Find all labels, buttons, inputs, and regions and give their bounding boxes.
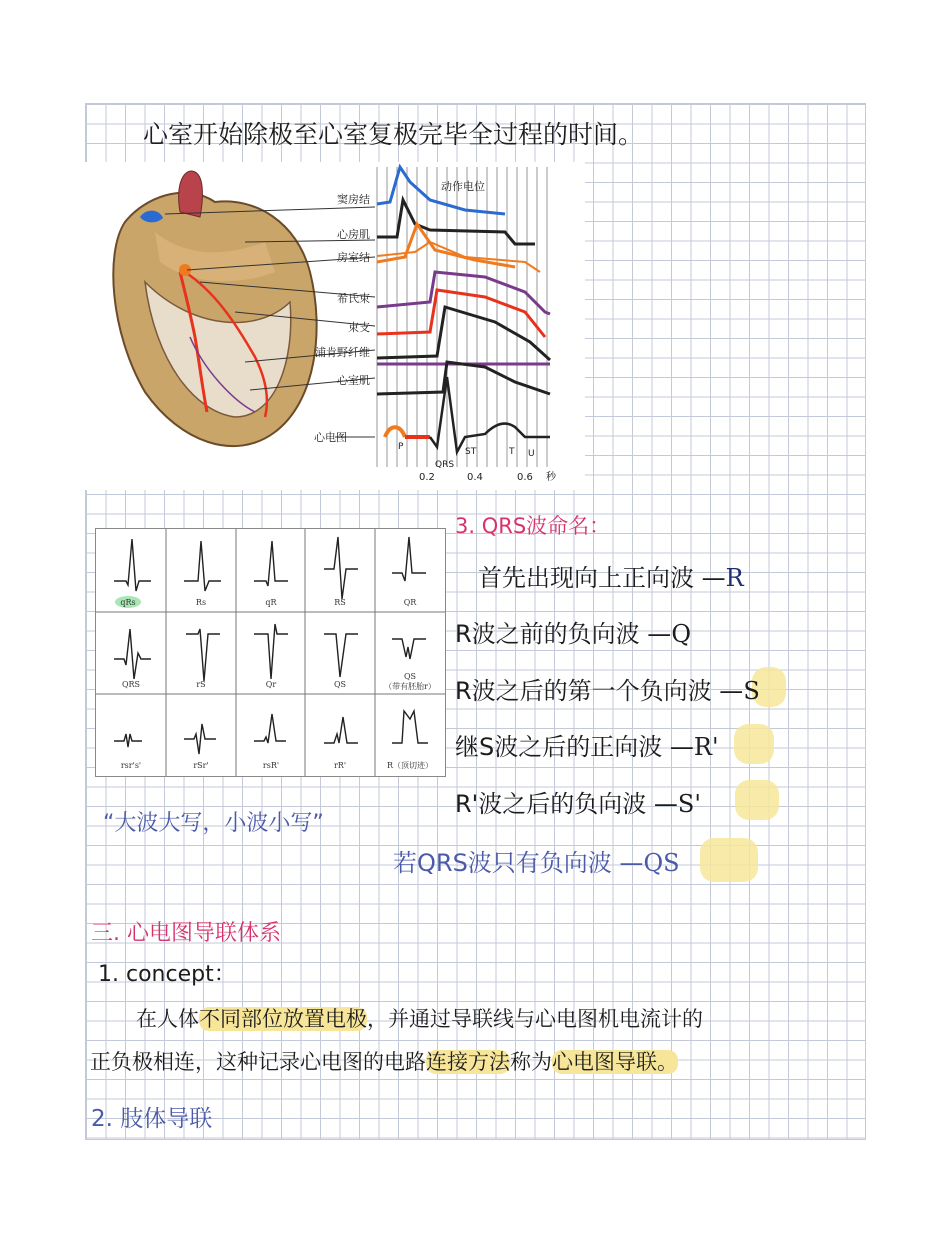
heart-action-potential-figure [85, 162, 585, 490]
wave-p: P [398, 442, 404, 452]
label-RS: RS [334, 598, 346, 607]
subsection-limb-leads: 2. 肢体导联 [91, 1106, 213, 1132]
grid-lines [96, 529, 445, 776]
note-quote: “大波大写，小波小写” [103, 811, 324, 836]
label-rsr's': rsr's' [120, 761, 142, 770]
figure-title: 动作电位 [441, 180, 485, 193]
label-QS: QS [333, 680, 347, 689]
label-bundle-branch: 束支 [348, 321, 370, 334]
label-rS: rS [196, 680, 206, 689]
para-line-1: 在人体不同部位放置电极，并通过导联线与心电图机电流计的 [136, 1007, 703, 1031]
wave-st: ST [465, 447, 477, 457]
wave-t: T [509, 447, 515, 457]
tick-0-4: 0.4 [467, 472, 483, 483]
qrs-waves [114, 537, 428, 754]
highlight-r-prime [734, 724, 774, 764]
label-his-bundle: 希氏束 [337, 292, 370, 305]
qrs-morphology-grid [95, 528, 446, 777]
highlight-s-prime [735, 780, 779, 820]
label-rsR': rsR' [262, 761, 280, 770]
naming-line-1: 首先出现向上正向波 —R [478, 564, 744, 592]
qrs-grid-svg [96, 529, 445, 776]
highlight-qs [700, 838, 758, 882]
tick-unit: 秒 [546, 472, 556, 483]
naming-line-4: 继S波之后的正向波 —R' [455, 733, 719, 761]
label-ecg: 心电图 [314, 431, 347, 444]
intro-line: 心室开始除极至心室复极完毕全过程的时间。 [143, 120, 644, 149]
tick-0-2: 0.2 [419, 472, 435, 483]
label-av-node: 房室结 [337, 251, 370, 264]
label-atrial-muscle: 心房肌 [337, 228, 370, 241]
para-line-2: 正负极相连，这种记录心电图的电路连接方法称为心电图导联。 [90, 1050, 678, 1074]
label-rSr': rSr' [193, 761, 209, 770]
label-QR: QR [403, 598, 417, 607]
label-ventricular: 心室肌 [337, 374, 370, 387]
label-QRS: QRS [121, 680, 141, 689]
concept-label: 1. concept： [98, 962, 236, 987]
label-rR': rR' [333, 761, 347, 770]
action-potential-traces [377, 167, 550, 394]
label-Qr: Qr [265, 680, 277, 689]
label-qR: qR [265, 598, 277, 607]
wave-u: U [528, 449, 535, 459]
naming-line-3: R波之后的第一个负向波 —S [455, 677, 760, 705]
label-sinoatrial: 窦房结 [337, 193, 370, 206]
tick-0-6: 0.6 [517, 472, 533, 483]
wave-qrs: QRS [435, 460, 455, 470]
label-qRs: qRs [120, 598, 136, 607]
label-Rs: Rs [195, 598, 207, 607]
trace-ventricular [377, 362, 550, 394]
heart-figure-svg [85, 162, 585, 490]
qrs-naming-heading: 3. QRS波命名： [455, 514, 611, 538]
naming-line-2: R波之前的负向波 —Q [455, 620, 691, 648]
label-QS-embryo: QS （带有胚胎r） [384, 672, 436, 691]
label-R-notch: R（顶切迹） [386, 761, 434, 770]
naming-line-5: R'波之后的负向波 —S' [455, 790, 701, 818]
section3-heading: 三. 心电图导联体系 [91, 921, 281, 946]
label-purkinje: 浦肯野纤维 [315, 346, 370, 359]
naming-last-line: 若QRS波只有负向波 —QS [393, 849, 680, 877]
trace-bundle [377, 290, 545, 337]
